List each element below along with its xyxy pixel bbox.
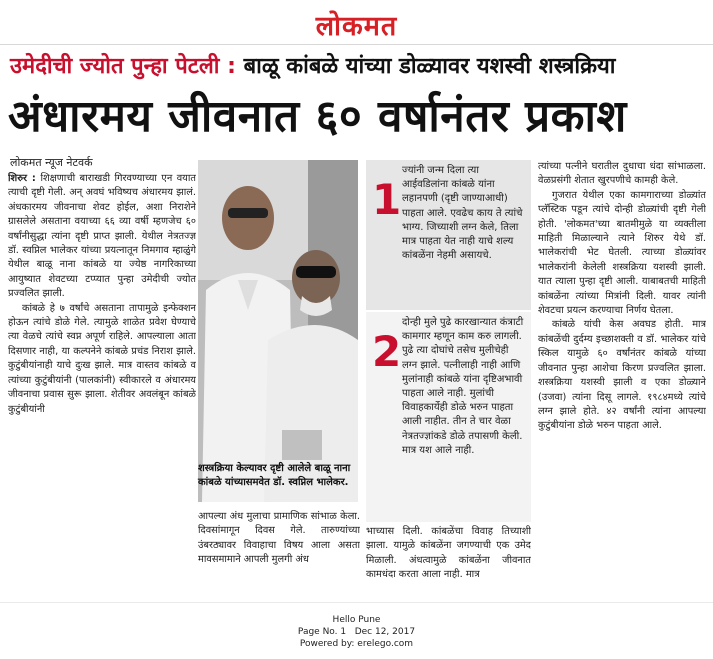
box-2-text: दोन्ही मुले पुढे कारखान्यात कंत्राटी कामगार म्हणून काम करु लागली. पुढे त्या दोघांचे तसेच मुलीचेही लग्न झाले. पत्नीलाही नाही आणि मुलांनाही कांबळे यांना दृष्टिअभावी पाहता आले नाही. मुलांची विवाहकार्येही डोळे भरुन पाहता आली नाहीत. तीन ते चार वेळा नेत्रतज्ज्ञांकडे डोळे तपासणी केली. मात्र यश आले नाही. [402, 317, 524, 456]
kicker-text: बाळू कांबळे यांच्या डोळ्यावर यशस्वी शस्त्रक्रिया [243, 54, 616, 79]
edition-name: Hello Pune [332, 615, 381, 625]
masthead-divider [0, 44, 713, 45]
article-column-4 [538, 160, 706, 592]
headline: अंधारमय जीवनात ६० वर्षानंतर प्रकाश [8, 91, 627, 142]
page-date: Dec 12, 2017 [354, 627, 416, 637]
kicker-highlight: उमेदीची ज्योत पुन्हा पेटली : [10, 54, 236, 79]
column-4-paragraph-1: त्यांच्या पत्नीने घरातील दुधाचा धंदा सांभाळला. वेळप्रसंगी शेतात खुरपणीचे कामही केले. [538, 161, 706, 187]
column-1-paragraph-1: शिक्षणाची बाराखडी गिरवण्याच्या एन वयात त्याची दृष्टी गेली. अन् अवघं भविष्यच अंधारमय झालं. अंधकारमय जीवनाचा शेवट होईल, अशा निराशेने ग्रासलेले असताना वयाच्या ६६ व्या वर्षी म्हणजेच ६० वर्षांनीसुद्धा त्यांना दृष्टी प्राप्त झाली. येथील नेत्रतज्ज्ञ डॉ. स्वप्निल भालेकर यांच्या प्रयत्नातून निमगाव म्हाळुंगे येथील बाळू नाना कांबळे या ज्येष्ठ नागरिकाच्या आयुष्यात शेवटच्या टप्प्यात पुन्हा उमेदीची ज्योत प्रज्वलित झाली. [8, 173, 196, 300]
article-column-1 [8, 172, 196, 592]
page-footer [0, 614, 713, 650]
page-number: Page No. 1 [297, 627, 347, 637]
photo-caption: शस्त्रक्रिया केल्यावर दृष्टी आलेले बाळू नाना कांबळे यांच्यासमवेत डॉ. स्वप्निल भालेकर. [198, 463, 351, 488]
article-column-3: भाच्यास दिली. कांबळेंचा विवाह तिच्याशी झाला. यामुळे कांबळेंना जगण्याची एक उमेद मिळाली. अंधत्वामुळे कांबळेंना जीवनात कामधंदा करता आला नाही. मात्र [366, 526, 531, 581]
highlight-box-2 [366, 312, 531, 522]
byline: लोकमत न्यूज नेटवर्क [10, 156, 93, 169]
masthead [0, 0, 713, 44]
box-1-text: ज्यांनी जन्म दिला त्या आईवडिलांना कांबळे यांना लहानपणी (दृष्टी जाण्याआधी) पाहता आले. एवढेच काय ते त्यांचे भाग्य. जिच्याशी लग्न केले, तिला मात्र पाहता येत नाही याचे शल्य कांबळेंना नेहमी असायचे. [402, 165, 523, 262]
column-4-paragraph-2: गुजरात येथील एका कामगाराच्या डोळ्यांत प्लॅस्टिक पडून त्यांचे दोन्ही डोळ्यांची दृष्टी गेली होती. 'लोकमत'च्या बातमीमुळे या व्यक्तीला माहिती मिळाल्याने त्याने शिरुर येथे डॉ. भालेकरांची भेट घेतली. त्याच्या डोळ्यांवर भालेकरांनी केलेली शस्त्रक्रिया यशस्वी झाली. यात त्याला पुन्हा दृष्टी आली. याबाबतची माहिती कांबळेंना त्यांच्या मित्रांनी दिली. यावर त्यांनी शेवटचा प्रयत्न करण्याचा निर्णय घेतला. [538, 189, 706, 317]
highlight-box-1 [366, 160, 531, 310]
column-1-paragraph-2: कांबळे हे ७ वर्षांचे असताना तापामुळे इन्फेक्शन होऊन त्यांचे डोळे गेले. त्यामुळे शाळेत प्रवेश घेण्याचे त्या वेळचे त्यांचे स्वप्न अपूर्ण राहिले. आपल्याला आता दिसणार नाही, या कल्पनेने कांबळे प्रचंड निराश झाले. कुटुंबीयांनाही याचे दुःख झाले. मात्र वास्तव कांबळे व त्यांच्या कुटुंबीयांनी (पालकांनी) स्वीकारले व अंधारमय जीवनाचा प्रवास सुरू झाला. शेतीवर अवलंबून कांबळे कुटुंबीयांनी [8, 302, 196, 415]
column-4-paragraph-3: कांबळे यांची केस अवघड होती. मात्र कांबळेंची दुर्दम्य इच्छाशक्ती व डॉ. भालेकर यांचे स्किल यामुळे ६० वर्षांनंतर कांबळे यांच्या जीवनात पुन्हा आशेचा किरण प्रज्वलित झाला. शस्त्रक्रिया यशस्वी झाली व एका डोळ्याने (उजवा) त्यांना दिसू लागले. १९८४मध्ये त्यांचे लग्न झाले होते. ४२ वर्षांनी त्यांना आपल्या कुटुंबीयांना डोळे भरुन पाहता आले. [538, 319, 706, 432]
lokmat-logo: लोकमत [315, 11, 398, 42]
article-column-2: आपल्या अंध मुलाचा प्रामाणिक सांभाळ केला. दिवसांमागून दिवस गेले. तारुण्यांच्या उंबरठ्यावर विवाहाचा विषय आला असता मावसमामाने आपली मुलगी अंध [198, 511, 360, 566]
powered-by: Powered by: erelego.com [299, 639, 414, 649]
photo-illustration [198, 160, 358, 502]
box-1-number: 1 [372, 175, 402, 224]
kicker [10, 52, 710, 82]
bottom-divider [0, 602, 713, 603]
box-2-number: 2 [372, 327, 402, 376]
dateline: शिरुर : [8, 173, 41, 184]
page-info [0, 626, 713, 638]
article-photo [198, 160, 358, 502]
